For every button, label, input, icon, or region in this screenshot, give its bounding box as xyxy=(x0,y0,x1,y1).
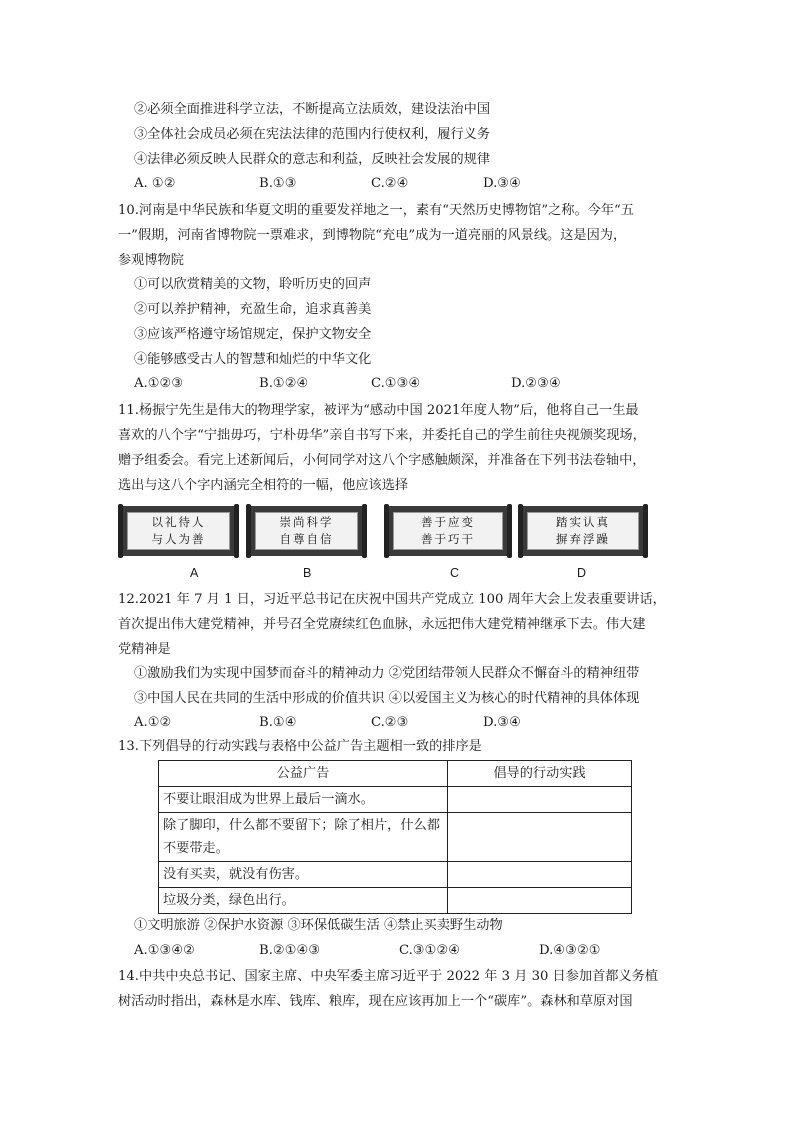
scroll-roller xyxy=(643,504,648,558)
table-header-row xyxy=(159,761,632,787)
scroll-text-line: 善于巧干 xyxy=(421,532,475,546)
public-ad-table xyxy=(158,760,632,914)
q11-stem-line-3: 赠予组委会。看完上述新闻后，小何同学对这八个字感触颇深，并准备在下列书法卷轴中， xyxy=(118,453,646,468)
scroll-c xyxy=(386,506,510,556)
scroll-roller xyxy=(246,504,251,558)
q13-option-a: A.①③④② xyxy=(134,943,196,958)
q10-option-a: A.①②③ xyxy=(134,376,184,391)
scroll-paper xyxy=(255,512,358,550)
scroll-paper xyxy=(393,512,503,550)
q10-item-1: ①可以欣赏精美的文物，聆听历史的回声 xyxy=(134,277,372,292)
q13-option-d: D.④③②① xyxy=(539,943,601,958)
q9-option-a: A. ①② xyxy=(134,176,176,191)
q12-items-line-2: ③中国人民在共同的生活中形成的价值共识 ④以爱国主义为核心的时代精神的具体体现 xyxy=(134,691,640,706)
scroll-roller xyxy=(362,504,367,558)
scroll-roller xyxy=(118,504,123,558)
q10-option-c: C.①③④ xyxy=(371,376,421,391)
q12-option-a: A.①② xyxy=(134,715,172,730)
scroll-label-b: B xyxy=(303,566,312,580)
table-row xyxy=(159,813,632,862)
scroll-paper xyxy=(527,512,639,550)
table-cell xyxy=(448,862,632,888)
calligraphy-scrolls xyxy=(118,506,648,558)
q10-option-b: B.①②④ xyxy=(259,376,309,391)
table-cell: 垃圾分类，绿色出行。 xyxy=(159,888,448,914)
scroll-text-line: 踏实认真 xyxy=(556,515,610,529)
table-header-action: 倡导的行动实践 xyxy=(448,761,632,787)
q12-items-line-1: ①激励我们为实现中国梦而奋斗的精神动力 ②党团结带领人民群众不懈奋斗的精神纽带 xyxy=(134,666,640,681)
q14-stem-line-2: 树活动时指出，森林是水库、钱库、粮库，现在应该再加上一个“碳库”。森林和草原对国 xyxy=(118,994,633,1009)
scroll-text-line: 以礼待人 xyxy=(151,515,206,529)
q13-option-b: B.②①④③ xyxy=(259,943,321,958)
table-header-ad: 公益广告 xyxy=(159,761,448,787)
q11-stem-line-2: 喜欢的八个字“宁拙毋巧，宁朴毋华”亲自书写下来，并委托自己的学生前往央视颁奖现场， xyxy=(118,428,646,443)
scroll-roller xyxy=(518,504,523,558)
q10-item-2: ②可以养护精神，充盈生命，追求真善美 xyxy=(134,302,372,317)
q9-item-4: ④法律必须反映人民群众的意志和利益，反映社会发展的规律 xyxy=(134,152,491,167)
q13-stem: 13.下列倡导的行动实践与表格中公益广告主题相一致的排序是 xyxy=(118,739,482,754)
scroll-roller xyxy=(507,504,512,558)
scroll-paper xyxy=(127,512,230,550)
table-cell xyxy=(448,888,632,914)
scroll-text-line: 与人为善 xyxy=(151,532,206,546)
q9-option-d: D.③④ xyxy=(483,176,521,191)
table-row xyxy=(159,862,632,888)
q11-stem-line-4: 选出与这八个字内涵完全相符的一幅，他应该选择 xyxy=(118,478,409,493)
q12-option-d: D.③④ xyxy=(483,715,521,730)
table-cell xyxy=(448,787,632,813)
scroll-label-c: C xyxy=(450,566,460,580)
table-cell: 除了脚印，什么都不要留下；除了相片，什么都不要带走。 xyxy=(159,813,448,862)
q11-stem-line-1: 11.杨振宁先生是伟大的物理学家，被评为“感动中国 2021年度人物”后，他将自己一生最 xyxy=(118,403,639,418)
q10-stem-line-1: 10.河南是中华民族和华夏文明的重要发祥地之一，素有“天然历史博物馆”之称。今年“五 xyxy=(118,203,634,218)
q9-item-3: ③全体社会成员必须在宪法法律的范围内行使权利，履行义务 xyxy=(134,127,491,142)
table-row xyxy=(159,888,632,914)
q9-option-b: B.①③ xyxy=(259,176,297,191)
q10-item-3: ③应该严格遵守场馆规定，保护文物安全 xyxy=(134,327,372,342)
table-cell xyxy=(448,813,632,862)
q9-item-2: ②必须全面推进科学立法，不断提高立法质效，建设法治中国 xyxy=(134,102,491,117)
scroll-roller xyxy=(384,504,389,558)
q13-option-c: C.③①②④ xyxy=(399,943,461,958)
q10-stem-line-3: 参观博物院 xyxy=(118,253,184,268)
q12-stem-line-1: 12.2021 年 7 月 1 日，习近平总书记在庆祝中国共产党成立 100 周年大会上发表重要讲话， xyxy=(118,592,666,607)
table-row xyxy=(159,787,632,813)
scroll-label-d: D xyxy=(577,566,587,580)
scroll-roller xyxy=(234,504,239,558)
q10-item-4: ④能够感受古人的智慧和灿烂的中华文化 xyxy=(134,352,372,367)
q12-stem-line-2: 首次提出伟大建党精神，并号召全党赓续红色血脉，永远把伟大建党精神继承下去。伟大建 xyxy=(118,617,646,632)
q12-option-c: C.②③ xyxy=(371,715,409,730)
scroll-text-line: 善于应变 xyxy=(421,515,475,529)
table-cell: 没有买卖，就没有伤害。 xyxy=(159,862,448,888)
scroll-label-a: A xyxy=(190,566,199,580)
scroll-d xyxy=(520,506,646,556)
q12-option-b: B.①④ xyxy=(259,715,297,730)
table-cell: 不要让眼泪成为世界上最后一滴水。 xyxy=(159,787,448,813)
q9-option-c: C.②④ xyxy=(371,176,409,191)
q14-stem-line-1: 14.中共中央总书记、国家主席、中央军委主席习近平于 2022 年 3 月 30 日参加首都义务植 xyxy=(118,969,659,984)
scroll-text-line: 自尊自信 xyxy=(279,532,334,546)
q10-option-d: D.②③④ xyxy=(511,376,561,391)
q10-stem-line-2: 一”假期，河南省博物院一票难求，到博物院“充电”成为一道亮丽的风景线。这是因为， xyxy=(118,228,627,243)
q13-items: ①文明旅游 ②保护水资源 ③环保低碳生活 ④禁止买卖野生动物 xyxy=(134,918,503,933)
scroll-b xyxy=(248,506,365,556)
scroll-text-line: 摒弃浮躁 xyxy=(556,532,610,546)
q12-stem-line-3: 党精神是 xyxy=(118,642,171,657)
scroll-text-line: 崇尚科学 xyxy=(279,515,334,529)
scroll-a xyxy=(120,506,237,556)
